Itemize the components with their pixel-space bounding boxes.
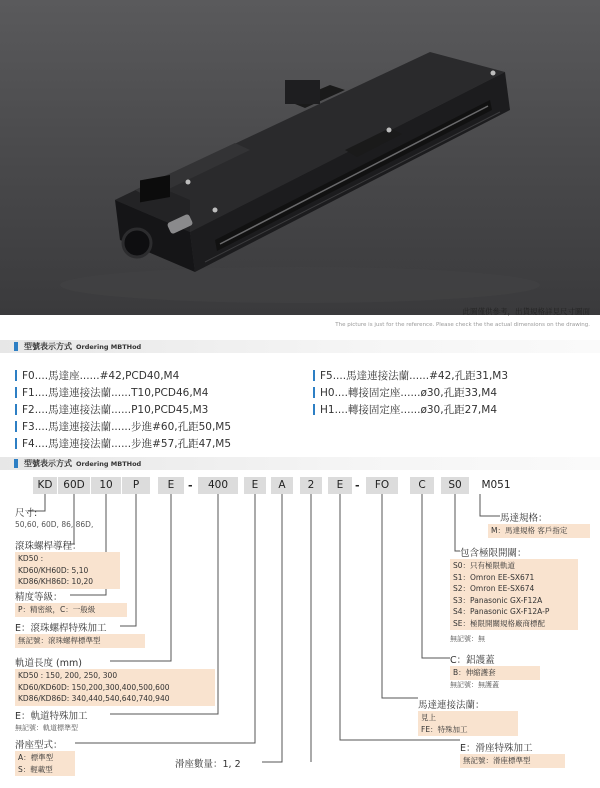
motor-spec-box <box>488 524 590 538</box>
code-lead: 10 <box>91 477 121 494</box>
ballscrew-row: KD50 : <box>18 554 44 563</box>
ballscrew-label: 滾珠螺桿導程： <box>15 541 82 552</box>
option-f0: F0....馬達座......#42,PCD40,M4 <box>22 370 180 382</box>
limit-switch-note: 無記號：無 <box>450 635 485 643</box>
motor-flange-box <box>418 711 518 736</box>
limit-switch-row: SE：極限開關規格廠商標配 <box>453 618 545 628</box>
option-h0: H0....轉接固定座......ø30,孔距33,M4 <box>320 387 498 399</box>
code-motor-flange: FO <box>366 477 398 494</box>
slider-special-row: 無記號：滑座標準型 <box>463 756 531 765</box>
motor-spec-row: M：馬達規格 客戶指定 <box>491 526 568 535</box>
photo-caption: 此圖僅供參考，出貨規格詳見尺寸圖面 <box>462 307 590 316</box>
code-limit-switch: S0 <box>441 477 469 494</box>
limit-switch-row: S1：Omron EE-SX671 <box>453 572 535 582</box>
code-length: 400 <box>198 477 238 494</box>
section-title: 型號表示方式 <box>24 459 72 468</box>
code-screw-special: E <box>158 477 184 494</box>
limit-switch-row: S0：只有極限軌道 <box>453 561 516 570</box>
slider-type-row: S：輕載型 <box>18 764 53 774</box>
size-label: 尺寸: <box>15 508 38 519</box>
section-title: 型號表示方式 <box>24 342 72 351</box>
rail-length-row: KD50 : 150, 200, 250, 300 <box>18 671 118 680</box>
slider-type-row: A：標準型 <box>18 753 54 762</box>
code-size: 60D <box>58 477 90 494</box>
option-f1: F1....馬達連接法蘭......T10,PCD46,M4 <box>22 387 209 399</box>
section-title-en: Ordering MBTHod <box>76 460 142 468</box>
ballscrew-box <box>15 552 120 589</box>
code-dash: - <box>188 479 193 492</box>
precision-label: 精度等級： <box>15 592 63 603</box>
rail-special-note: 無記號：軌道標準型 <box>15 724 78 732</box>
option-f2: F2....馬達連接法蘭......P10,PCD45,M3 <box>22 404 209 416</box>
code-precision: P <box>122 477 150 494</box>
slider-type-label: 滑座型式： <box>15 740 63 751</box>
limit-switch-row: S4：Panasonic GX-F12A-P <box>453 607 550 616</box>
precision-row: P：精密級，C：一般級 <box>18 605 96 614</box>
size-values: 50,60, 60D, 86, 86D, <box>15 520 94 529</box>
option-f3: F3....馬達連接法蘭......步進#60,孔距50,M5 <box>22 421 232 433</box>
limit-switch-box <box>450 559 578 630</box>
limit-switch-label: 包含極限開關： <box>460 548 527 559</box>
precision-box <box>15 603 127 617</box>
motor-flange-label: 馬達連接法蘭： <box>418 700 485 711</box>
rail-length-row: KD60/KD60D: 150,200,300,400,500,600 <box>18 682 170 692</box>
ballscrew-row: KD86/KH86D: 10,20 <box>18 577 94 586</box>
rail-length-box <box>15 669 215 706</box>
motor-flange-row: FE：特殊加工 <box>421 724 468 734</box>
cover-note: 無記號：無護蓋 <box>450 681 499 689</box>
rail-length-label: 軌道長度 (mm) <box>15 658 82 669</box>
ballscrew-row: KD60/KH60D: 5,10 <box>18 565 89 575</box>
cover-label: C：鋁護蓋 <box>450 655 495 666</box>
rail-length-row: KD86/KD86D: 340,440,540,640,740,940 <box>18 694 170 703</box>
motor-spec-label: 馬達規格： <box>500 513 548 524</box>
slider-special-box <box>460 754 565 768</box>
screw-special-box <box>15 634 145 648</box>
photo-caption-en: The picture is just for the reference. Please check the the actual dimensions on the drawing. <box>335 322 590 328</box>
code-slider-qty: 2 <box>300 477 322 494</box>
slider-special-label: E：滑座特殊加工 <box>460 743 533 754</box>
cover-row: B：伸縮護套 <box>453 668 496 677</box>
slider-qty-label: 滑座數量：1, 2 <box>175 759 241 770</box>
screw-special-label: E：滾珠螺桿特殊加工 <box>15 623 107 634</box>
slider-type-box <box>15 751 75 776</box>
option-f5: F5....馬達連接法蘭......#42,孔距31,M3 <box>320 370 509 382</box>
rail-special-label: E：軌道特殊加工 <box>15 711 88 722</box>
option-h1: H1....轉接固定座......ø30,孔距27,M4 <box>320 404 498 416</box>
code-dash: - <box>355 479 360 492</box>
cover-box <box>450 666 540 680</box>
code-slider-type: A <box>271 477 293 494</box>
code-cover: C <box>410 477 434 494</box>
motor-flange-row: 見上 <box>421 713 436 722</box>
code-slider-special: E <box>328 477 352 494</box>
limit-switch-row: S2：Omron EE-SX674 <box>453 584 535 593</box>
limit-switch-row: S3：Panasonic GX-F12A <box>453 595 543 605</box>
code-kd: KD <box>33 477 57 494</box>
screw-special-row: 無記號：滾珠螺桿標準型 <box>18 636 101 645</box>
option-f4: F4....馬達連接法蘭......步進#57,孔距47,M5 <box>22 438 232 450</box>
code-motor-spec: M051 <box>481 479 511 491</box>
code-rail-special: E <box>244 477 266 494</box>
section-title-en: Ordering MBTHod <box>76 343 142 351</box>
